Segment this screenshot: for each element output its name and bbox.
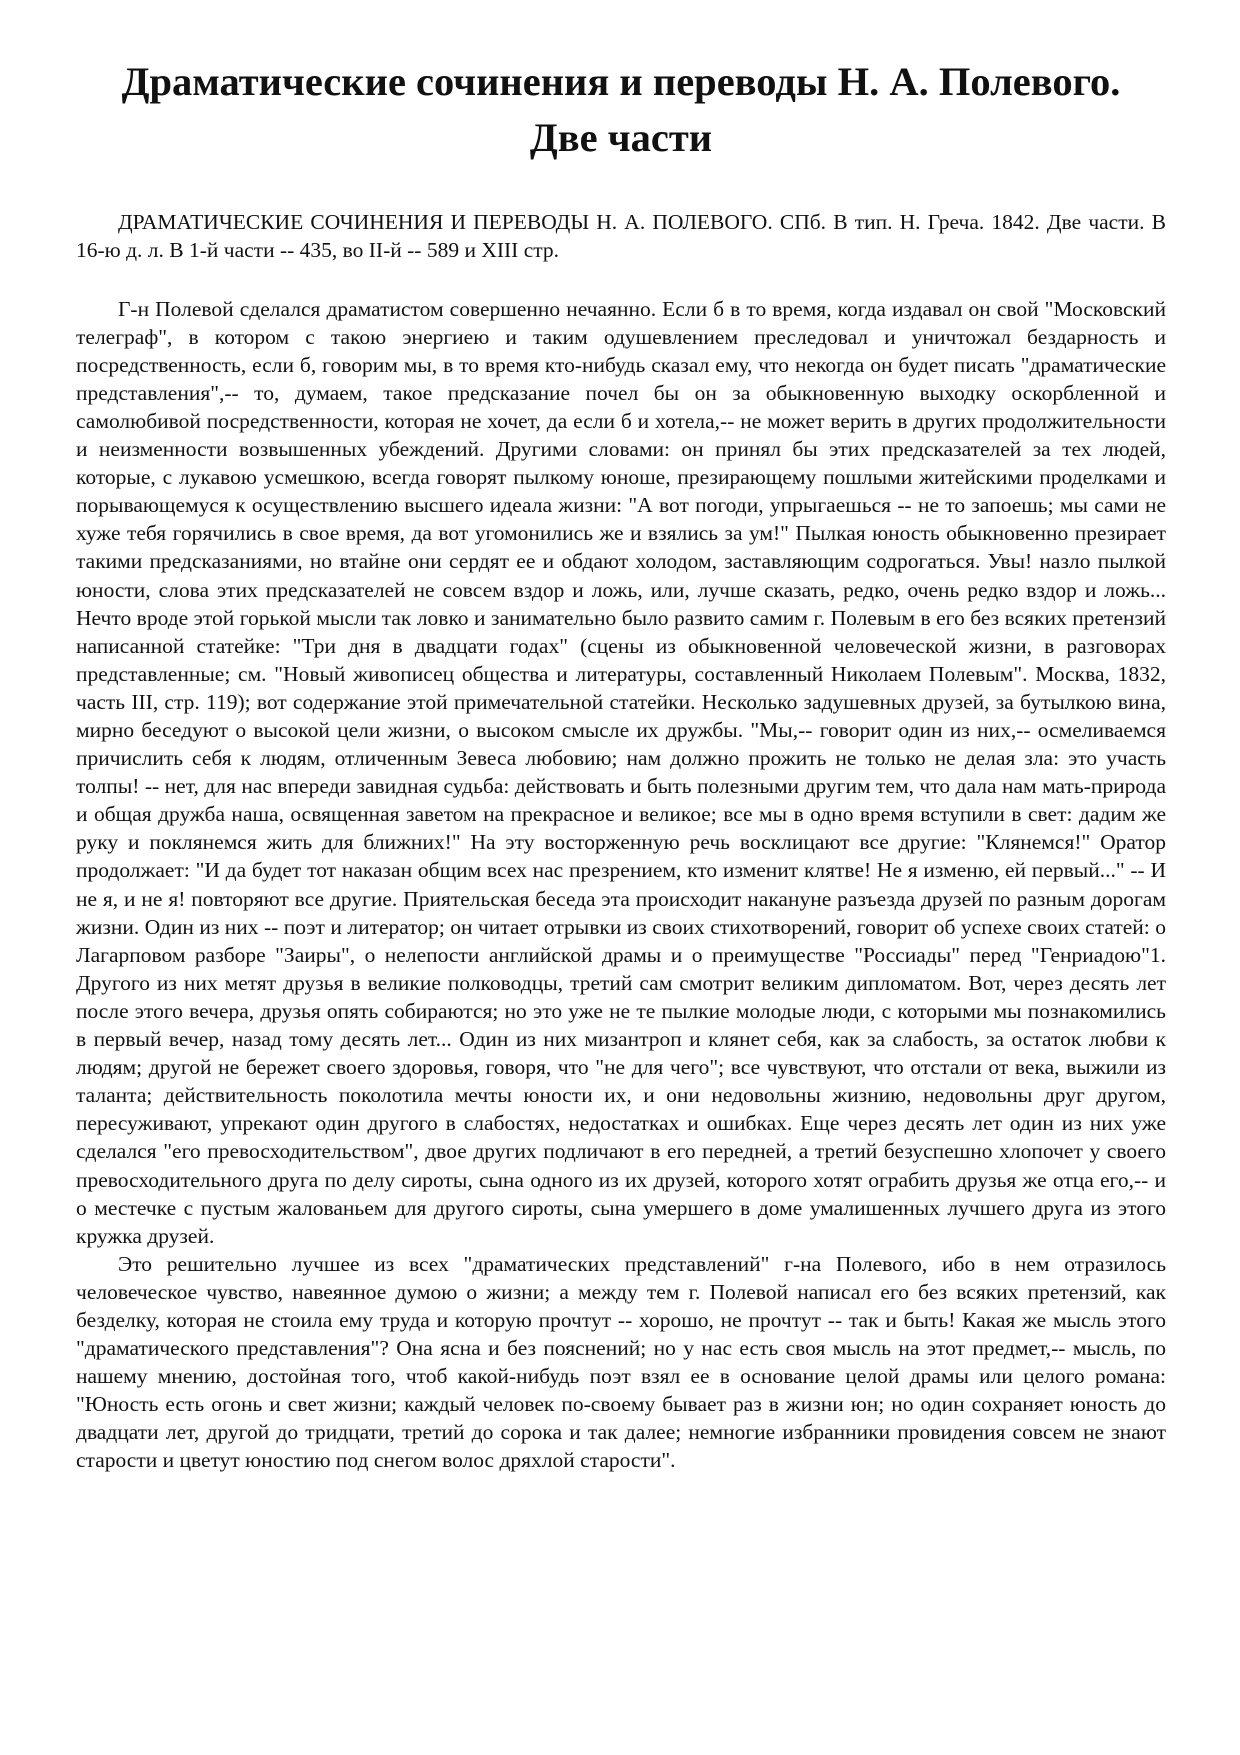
- paragraph-1: Г-н Полевой сделался драматистом совершенно нечаянно. Если б в то время, когда издавал он свой "Московский телеграф", в котором с такою энергиею и таким одушевлением преследовал и уничтожал бездарность и посредственность, если б, говорим мы, в то время кто-нибудь сказал ему, что некогда он будет писать "драматические представления",-- то, думаем, такое предсказание почел бы он за обыкновенную выходку оскорбленной и самолюбивой посредственности, которая не хочет, да если б и хотела,-- не может верить в других продолжительности и неизменности возвышенных убеждений. Другими словами: он принял бы этих предсказателей за тех людей, которые, с лукавою усмешкою, всегда говорят пылкому юноше, презирающему пошлыми житейскими проделками и порывающемуся к осуществлению высшего идеала жизни: "А вот погоди, упрыгаешься -- не то запоешь; мы сами не хуже тебя горячились в свое время, да вот угомонились же и взялись за ум!" Пылкая юность обыкновенно презирает такими предсказаниями, но втайне они сердят ее и обдают холодом, заставляющим содрогаться. Увы! назло пылкой юности, слова этих предсказателей не совсем вздор и ложь, или, лучше сказать, редко, очень редко вздор и ложь... Нечто вроде этой горькой мысли так ловко и занимательно было развито самим г. Полевым в его без всяких претензий написанной статейке: "Три дня в двадцати годах" (сцены из обыкновенной человеческой жизни, в разговорах представленные; см. "Новый живописец общества и литературы, составленный Николаем Полевым". Москва, 1832, часть III, стр. 119); вот содержание этой примечательной статейки. Несколько задушевных друзей, за бутылкою вина, мирно беседуют о высокой цели жизни, о высоком смысле их дружбы. "Мы,-- говорит один из них,-- осмеливаемся причислить себя к людям, отличенным Зевеса любовию; нам должно прожить не только не делая зла: это участь толпы! -- нет, для нас впереди завидная судьба: действовать и быть полезными другим тем, что дала нам мать-природа и общая дружба наша, освященная заветом на прекрасное и великое; все мы в одно время вступили в свет: дадим же руку и поклянемся жить для ближних!" На эту восторженную речь восклицают все другие: "Клянемся!" Оратор продолжает: "И да будет тот наказан общим всех нас презрением, кто изменит клятве! Не я изменю, ей первый..." -- И не я, и не я! повторяют все другие. Приятельская беседа эта происходит накануне разъезда друзей по разным дорогам жизни. Один из них -- поэт и литератор; он читает отрывки из своих стихотворений, говорит об успехе своих статей: о Лагарповом разборе "Заиры", о нелепости английской драмы и о преимуществе "Россиады" перед "Генриадою"1. Другого из них метят друзья в великие полководцы, третий сам смотрит великим дипломатом. Вот, через десять лет после этого вечера, друзья опять собираются; но это уже не те пылкие молодые люди, с которыми мы познакомились в первый вечер, назад тому десять лет... Один из них мизантроп и клянет себя, как за слабость, за остаток любви к людям; другой не бережет своего здоровья, говоря, что "не для чего"; все чувствуют, что отстали от века, выжили из таланта; действительность поколотила мечты юности их, и они недовольны жизнию, недовольны друг другом, пересуживают, упрекают один другого в слабостях, недостатках и ошибках. Еще через десять лет один из них уже сделался "его превосходительством", двое других подличают в его передней, а третий безуспешно хлопочет у своего превосходительного друга по делу сироты, сына одного из их друзей, которого хотят ограбить друзья же отца его,-- и о местечке с пустым жалованьем для другого сироты, сына умершего в доме умалишенных лучшего друга из этого кружка друзей.: [76, 296, 1166, 1248]
- document-title: [76, 54, 1166, 166]
- bibliographic-note: ДРАМАТИЧЕСКИЕ СОЧИНЕНИЯ И ПЕРЕВОДЫ Н. А. ПОЛЕВОГО. СПб. В тип. Н. Греча. 1842. Две части. В 16-ю д. л. В 1-й части -- 435, во II-й -- 589 и XIII стр.: [76, 210, 1166, 263]
- paragraph-2: Это решительно лучшее из всех "драматических представлений" г-на Полевого, ибо в нем отразилось человеческое чувство, навеянное думою о жизни; а между тем г. Полевой написал его без всяких претензий, как безделку, которая не стоила ему труда и которую прочтут -- хорошо, не прочтут -- так и быть! Какая же мысль этого "драматического представления"? Она ясна и без пояснений; но у нас есть своя мысль на этот предмет,-- мысль, по нашему мнению, достойная того, чтоб какой-нибудь поэт взял ее в основание целой драмы или целого романа: "Юность есть огонь и свет жизни; каждый человек по-своему бывает раз в жизни юн; но один сохраняет юность до двадцати лет, другой до тридцати, третий до сорока и так далее; немногие избранники провидения совсем не знают старости и цветут юностию под снегом волос дряхлой старости".: [76, 1251, 1166, 1473]
- title-line-1: Драматические сочинения и переводы Н. А. Полевого.: [121, 59, 1121, 104]
- title-line-2: Две части: [529, 115, 713, 160]
- document-page: [76, 54, 1166, 1475]
